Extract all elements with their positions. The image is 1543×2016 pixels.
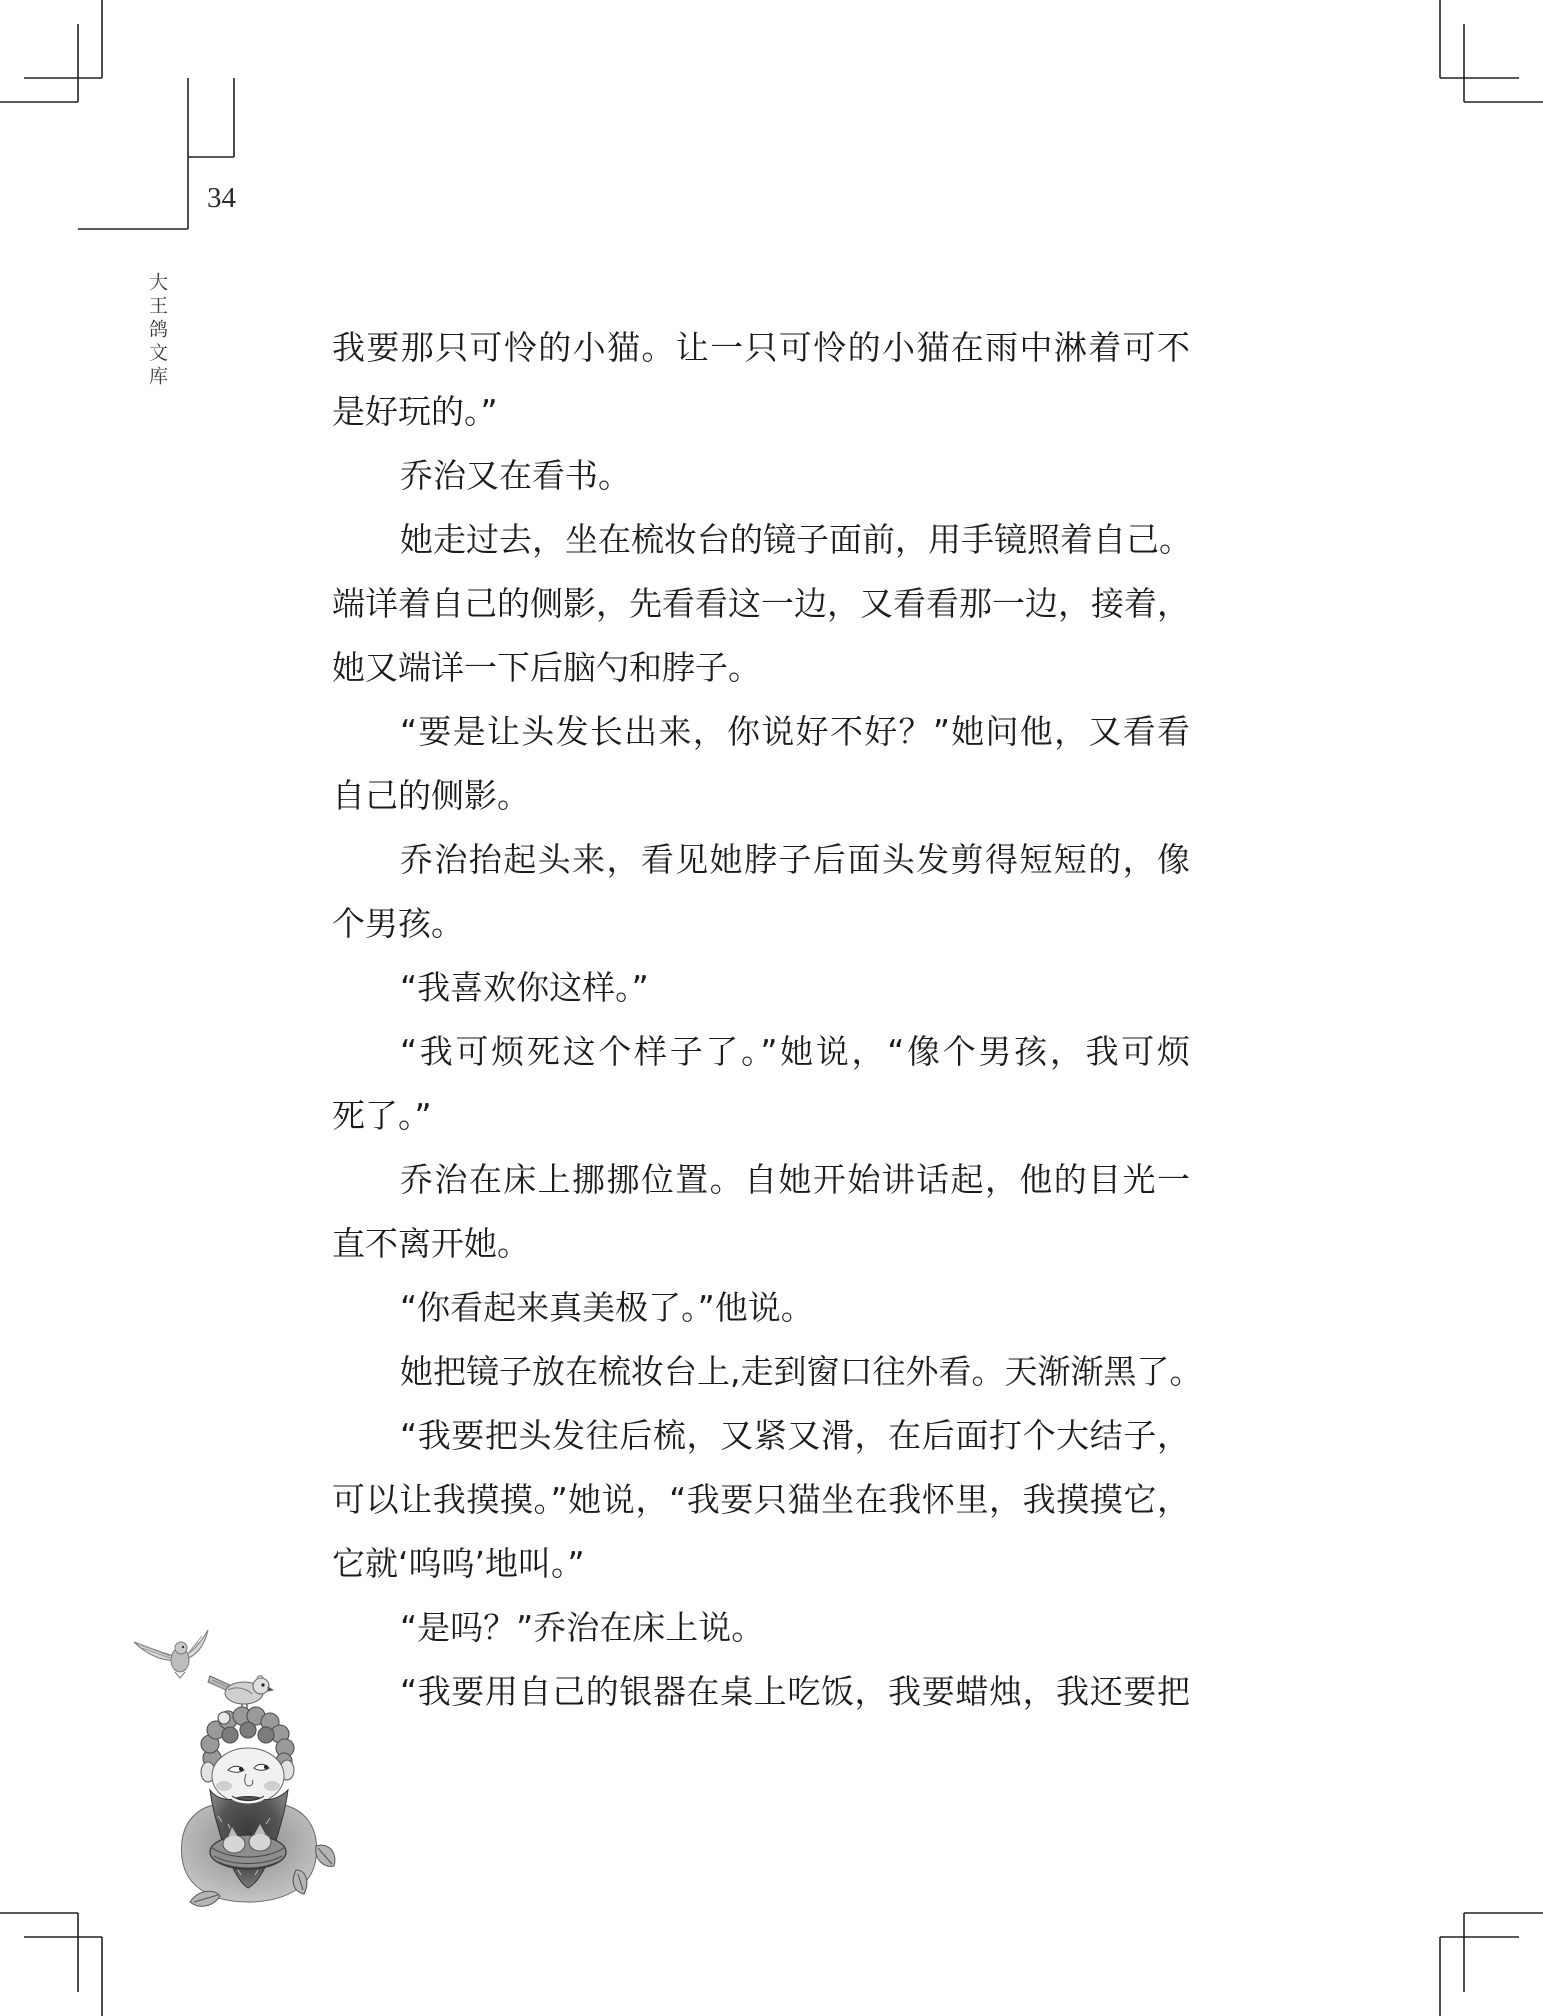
text-line: 她又端详一下后脑勺和脖子。 (332, 648, 761, 687)
text-line: “我要用自己的银器在桌上吃饭，我要蜡烛，我还要把 (400, 1672, 1190, 1711)
text-line: 她走过去，坐在梳妆台的镜子面前，用手镜照着自己。 (400, 520, 1192, 559)
text-line: 直不离开她。 (332, 1224, 530, 1263)
face-icon (212, 1748, 284, 1804)
text-line: 可以让我摸摸。”她说，“我要只猫坐在我怀里，我摸摸它， (332, 1480, 1190, 1519)
series-title: 大王鸽文库 (146, 272, 168, 389)
text-line: “我可烦死这个样子了。”她说，“像个男孩，我可烦 (400, 1032, 1190, 1071)
text-line: 乔治又在看书。 (400, 456, 631, 495)
text-line: “你看起来真美极了。”他说。 (400, 1288, 814, 1327)
text-line: “我喜欢你这样。” (400, 968, 649, 1007)
text-line: 是好玩的。” (332, 392, 498, 431)
text-line: 乔治在床上挪挪位置。自她开始讲话起，他的目光一 (400, 1160, 1190, 1199)
text-line: 我要那只可怜的小猫。让一只可怜的小猫在雨中淋着可不 (332, 328, 1190, 367)
page-number: 34 (207, 182, 236, 214)
text-line: “要是让头发长出来，你说好不好？”她问他，又看看 (400, 712, 1190, 751)
bearded-man-with-birds-illustration-icon (120, 1620, 350, 1920)
text-line: “我要把头发往后梳，又紧又滑，在后面打个大结子， (400, 1416, 1190, 1455)
text-line: 自己的侧影。 (332, 776, 530, 815)
text-line: 端详着自己的侧影，先看看这一边，又看看那一边，接着， (332, 584, 1190, 623)
text-line: 死了。” (332, 1096, 432, 1135)
text-line: 她把镜子放在梳妆台上,走到窗口往外看。天渐渐黑了。 (400, 1352, 1203, 1391)
text-line: 乔治抬起头来，看见她脖子后面头发剪得短短的，像 (400, 840, 1190, 879)
flying-bird-icon (134, 1630, 208, 1678)
text-line: “是吗？”乔治在床上说。 (400, 1608, 765, 1647)
text-line: 个男孩。 (332, 904, 464, 943)
text-line: 它就‘呜呜’地叫。” (332, 1544, 585, 1583)
